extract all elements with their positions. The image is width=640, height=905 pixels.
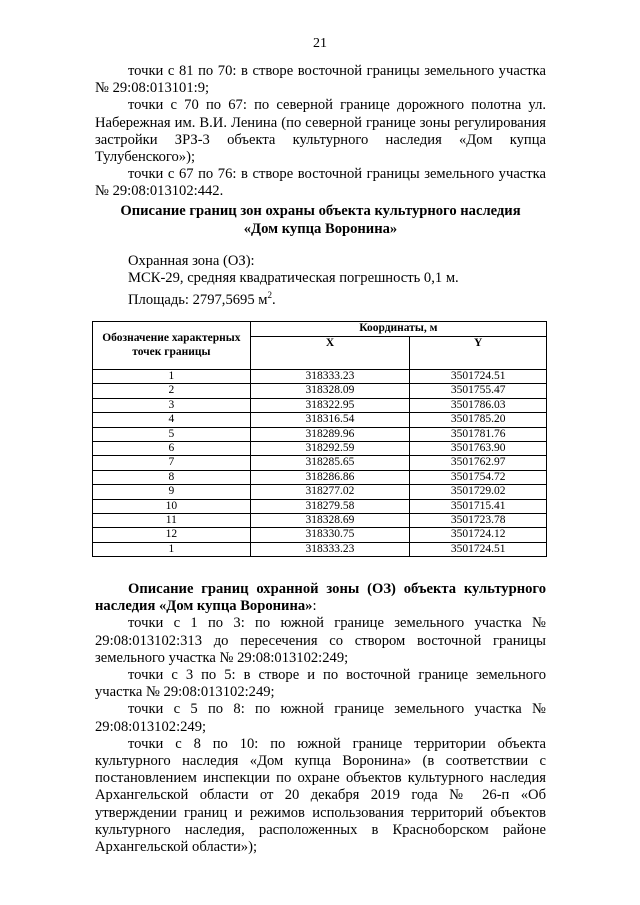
x-cell: 318328.69: [250, 514, 410, 528]
bottom-section: [95, 581, 546, 856]
point-cell: 2: [93, 384, 251, 398]
point-cell: 9: [93, 485, 251, 499]
y-cell: 3501723.78: [410, 514, 547, 528]
x-cell: 318279.58: [250, 499, 410, 513]
x-cell: 318316.54: [250, 413, 410, 427]
section-heading-2: Описание границ охранной зоны (ОЗ) объекта культурного наследия «Дом купца Воронина»:: [95, 581, 546, 615]
y-cell: 3501754.72: [410, 470, 547, 484]
x-cell: 318277.02: [250, 485, 410, 499]
paragraph: точки с 5 по 8: по южной границе земельного участка № 29:08:013102:249;: [95, 701, 546, 735]
table-row: [93, 514, 547, 528]
x-cell: 318322.95: [250, 398, 410, 412]
point-cell: 5: [93, 427, 251, 441]
table-row: [93, 427, 547, 441]
x-cell: 318328.09: [250, 384, 410, 398]
zone-name: Охранная зона (ОЗ):: [128, 253, 255, 269]
y-cell: 3501715.41: [410, 499, 547, 513]
table-row: [93, 384, 547, 398]
y-cell: 3501785.20: [410, 413, 547, 427]
zone-info: [128, 253, 459, 309]
paragraph: точки с 8 по 10: по южной границе территории объекта культурного наследия «Дом купца Воронина» (в соответствии с постановлением инспекции по охране объектов культурного наследия Архангельской области от 20 декабря 2019 года № 26-п «Об утверждении границ и режимов использования территорий объектов культурного наследия, расположенных в Красноборском районе Архангельской области»);: [95, 735, 546, 856]
y-cell: 3501755.47: [410, 384, 547, 398]
paragraph: точки с 81 по 70: в створе восточной границы земельного участка № 29:08:013101:9;: [95, 63, 546, 97]
header-coords: Координаты, м: [250, 322, 546, 337]
point-cell: 1: [93, 370, 251, 384]
point-cell: 3: [93, 398, 251, 412]
point-cell: 10: [93, 499, 251, 513]
table-row: [93, 499, 547, 513]
point-cell: 6: [93, 442, 251, 456]
x-cell: 318285.65: [250, 456, 410, 470]
paragraph: точки с 3 по 5: в створе и по восточной границе земельного участка № 29:08:013102:249;: [95, 667, 546, 701]
heading-line: Описание границ зон охраны объекта культурного наследия: [120, 203, 521, 219]
header-x: X: [250, 337, 410, 370]
page-number: 21: [313, 36, 327, 51]
table-row: [93, 442, 547, 456]
point-cell: 8: [93, 470, 251, 484]
y-cell: 3501786.03: [410, 398, 547, 412]
paragraph: точки с 1 по 3: по южной границе земельного участка № 29:08:013102:313 до пересечения со створом восточной границы земельного участка № 29:08:013102:249;: [95, 615, 546, 666]
area: Площадь: 2797,5695 $м^2$.: [128, 290, 276, 308]
x-cell: 318330.75: [250, 528, 410, 542]
table-row: [93, 528, 547, 542]
header-y: Y: [410, 337, 547, 370]
top-paragraphs: [95, 63, 546, 201]
table-row: [93, 398, 547, 412]
table-row: [93, 485, 547, 499]
y-cell: 3501762.97: [410, 456, 547, 470]
point-cell: 11: [93, 514, 251, 528]
x-cell: 318292.59: [250, 442, 410, 456]
heading-line: «Дом купца Воронина»: [243, 220, 398, 237]
y-cell: 3501729.02: [410, 485, 547, 499]
x-cell: 318333.23: [250, 542, 410, 556]
point-cell: 1: [93, 542, 251, 556]
x-cell: 318289.96: [250, 427, 410, 441]
x-cell: 318286.86: [250, 470, 410, 484]
paragraph: точки с 70 по 67: по северной границе дорожного полотна ул. Набережная им. В.И. Ленина (по северной границе зоны регулирования застройки ЗРЗ-3 объекта культурного наследия «Дом купца Тулубенского»);: [95, 97, 546, 166]
paragraph: точки с 67 по 76: в створе восточной границы земельного участка № 29:08:013102:442.: [95, 166, 546, 200]
point-cell: 7: [93, 456, 251, 470]
table-row: [93, 470, 547, 484]
y-cell: 3501724.12: [410, 528, 547, 542]
x-cell: 318333.23: [250, 370, 410, 384]
y-cell: 3501763.90: [410, 442, 547, 456]
y-cell: 3501781.76: [410, 427, 547, 441]
point-cell: 12: [93, 528, 251, 542]
y-cell: 3501724.51: [410, 542, 547, 556]
table-row: [93, 542, 547, 556]
y-cell: 3501724.51: [410, 370, 547, 384]
table-row: [93, 370, 547, 384]
coord-system: МСК-29, средняя квадратическая погрешность 0,1 м.: [128, 270, 459, 286]
coordinates-table: [92, 321, 547, 557]
table-row: [93, 456, 547, 470]
point-cell: 4: [93, 413, 251, 427]
header-point: Обозначение характерных точек границы: [93, 322, 251, 370]
section-heading: [95, 203, 546, 238]
table-row: [93, 413, 547, 427]
